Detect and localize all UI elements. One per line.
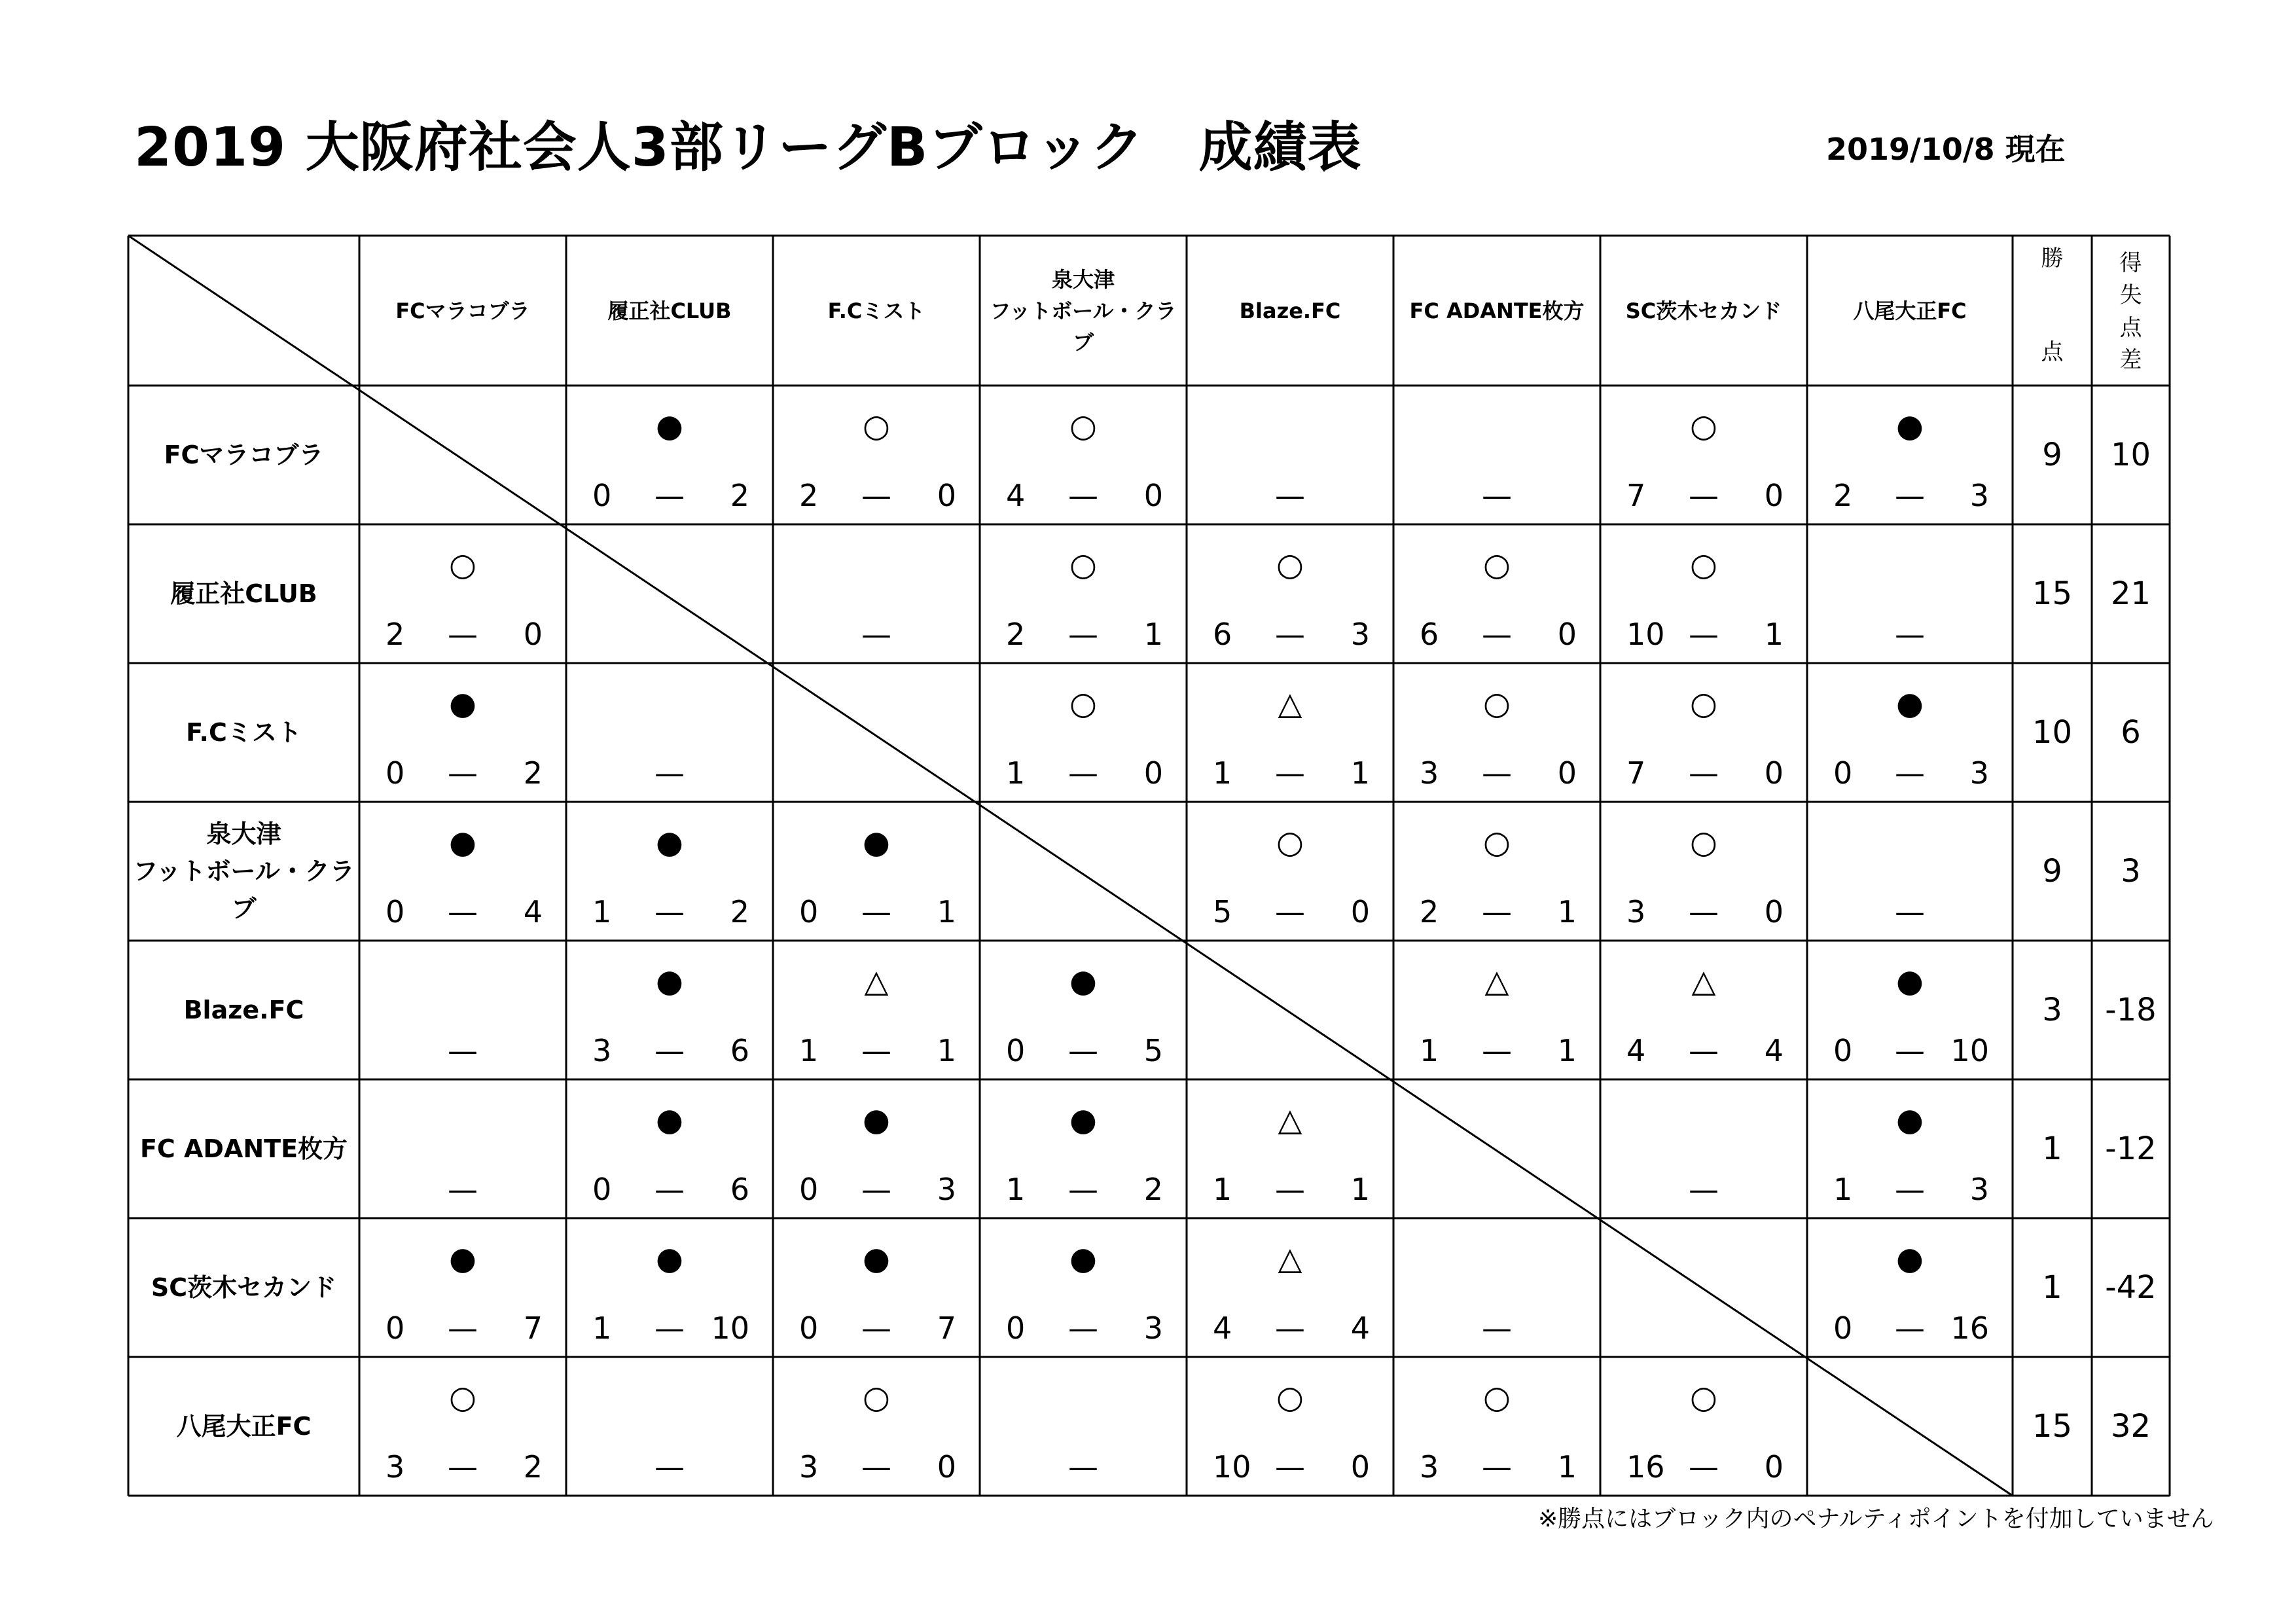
home-goals: 0	[1833, 1310, 1853, 1346]
goal-difference-header: 得 失 点 差	[2119, 250, 2142, 373]
score-dash: —	[1895, 1310, 1925, 1346]
home-goals: 1	[799, 1033, 819, 1068]
result-mark: ●	[656, 1240, 683, 1277]
score-dash: —	[1689, 617, 1719, 652]
footnote: ※勝点にはブロック内のペナルティポイントを付加していません	[1538, 1506, 2214, 1532]
home-goals: 0	[386, 894, 405, 929]
score-dash: —	[1275, 617, 1305, 652]
result-mark: ●	[1069, 963, 1097, 1000]
points-value: 3	[2042, 992, 2062, 1028]
as-of-date: 2019/10/8 現在	[1826, 132, 2066, 167]
home-goals: 0	[386, 1310, 405, 1346]
result-mark: △	[1484, 963, 1509, 1000]
column-header: F.Cミスト	[827, 298, 925, 323]
away-goals: 6	[730, 1033, 749, 1068]
away-goals: 2	[523, 755, 543, 791]
result-mark: ●	[1896, 685, 1924, 722]
result-mark: △	[1278, 1102, 1302, 1138]
home-goals: 4	[1213, 1310, 1232, 1346]
home-goals: 3	[1626, 894, 1646, 929]
home-goals: 0	[386, 755, 405, 791]
away-goals: 0	[1350, 1449, 1370, 1485]
home-goals: 7	[1626, 755, 1646, 791]
home-goals: 2	[1006, 617, 1026, 652]
home-goals: 2	[386, 617, 405, 652]
result-mark: ●	[656, 1102, 683, 1138]
result-mark: ●	[656, 824, 683, 861]
result-mark: ●	[449, 1240, 476, 1277]
away-goals: 10	[1950, 1033, 1989, 1068]
result-mark: ○	[1690, 685, 1717, 722]
goal-difference-value: -42	[2105, 1269, 2157, 1306]
score-dash: —	[1482, 478, 1512, 513]
result-mark: ○	[1483, 1379, 1511, 1416]
score-dash: —	[1689, 1033, 1719, 1068]
result-mark: ○	[1069, 547, 1097, 583]
home-goals: 1	[1420, 1033, 1439, 1068]
row-team-name: F.Cミスト	[186, 717, 302, 747]
result-mark: ●	[656, 408, 683, 444]
score-dash: —	[1895, 894, 1925, 929]
away-goals: 1	[937, 1033, 956, 1068]
away-goals: 3	[1350, 617, 1370, 652]
score-dash: —	[1482, 617, 1512, 652]
home-goals: 1	[1213, 1172, 1232, 1207]
goal-difference-value: 32	[2110, 1408, 2151, 1445]
home-goals: 16	[1626, 1449, 1665, 1485]
goal-difference-value: 21	[2110, 575, 2151, 612]
home-goals: 6	[1420, 617, 1439, 652]
home-goals: 1	[1006, 755, 1026, 791]
result-mark: ●	[449, 824, 476, 861]
home-goals: 3	[799, 1449, 819, 1485]
score-dash: —	[1068, 1449, 1098, 1485]
points-header: 勝 点	[2041, 245, 2064, 365]
score-dash: —	[1275, 478, 1305, 513]
away-goals: 6	[730, 1172, 749, 1207]
home-goals: 3	[1420, 1449, 1439, 1485]
goal-difference-value: 6	[2121, 714, 2141, 751]
points-value: 1	[2042, 1130, 2062, 1167]
away-goals: 4	[523, 894, 543, 929]
points-value: 15	[2032, 575, 2073, 612]
result-mark: ○	[1276, 547, 1304, 583]
score-dash: —	[861, 1172, 891, 1207]
score-dash: —	[655, 1310, 685, 1346]
score-dash: —	[1275, 1310, 1305, 1346]
away-goals: 0	[1143, 478, 1163, 513]
home-goals: 2	[799, 478, 819, 513]
home-goals: 2	[1833, 478, 1853, 513]
away-goals: 3	[1969, 478, 1989, 513]
home-goals: 3	[1420, 755, 1439, 791]
home-goals: 0	[1006, 1310, 1026, 1346]
score-dash: —	[448, 755, 478, 791]
row-team-name: 八尾大正FC	[176, 1411, 312, 1441]
home-goals: 10	[1213, 1449, 1251, 1485]
away-goals: 1	[1143, 617, 1163, 652]
result-mark: △	[1278, 685, 1302, 722]
away-goals: 0	[523, 617, 543, 652]
score-dash: —	[1275, 755, 1305, 791]
score-dash: —	[1689, 1449, 1719, 1485]
result-mark: ●	[1069, 1102, 1097, 1138]
score-dash: —	[1895, 617, 1925, 652]
score-dash: —	[1689, 894, 1719, 929]
result-mark: ○	[1483, 824, 1511, 861]
score-dash: —	[1275, 1172, 1305, 1207]
row-team-name: 履正社CLUB	[170, 579, 317, 608]
score-dash: —	[1068, 617, 1098, 652]
home-goals: 4	[1626, 1033, 1646, 1068]
score-dash: —	[1068, 1033, 1098, 1068]
score-dash: —	[1275, 894, 1305, 929]
away-goals: 0	[1557, 617, 1577, 652]
home-goals: 1	[1833, 1172, 1853, 1207]
score-dash: —	[1895, 755, 1925, 791]
score-dash: —	[448, 1033, 478, 1068]
away-goals: 1	[1557, 894, 1577, 929]
score-dash: —	[655, 894, 685, 929]
result-mark: ○	[449, 547, 476, 583]
result-mark: ○	[863, 1379, 890, 1416]
home-goals: 5	[1213, 894, 1232, 929]
home-goals: 1	[1213, 755, 1232, 791]
page-title: 2019 大阪府社会人3部リーグBブロック 成績表	[134, 117, 1362, 179]
away-goals: 4	[1350, 1310, 1370, 1346]
column-header: FCマラコブラ	[395, 298, 530, 323]
away-goals: 2	[523, 1449, 543, 1485]
home-goals: 0	[592, 478, 612, 513]
result-mark: ●	[1069, 1240, 1097, 1277]
row-team-name: SC茨木セカンド	[151, 1272, 337, 1302]
away-goals: 7	[937, 1310, 956, 1346]
row-team-name: Blaze.FC	[183, 995, 304, 1024]
result-mark: ●	[656, 963, 683, 1000]
result-mark: ●	[1896, 408, 1924, 444]
result-mark: ●	[863, 1240, 890, 1277]
home-goals: 0	[799, 1310, 819, 1346]
away-goals: 0	[1143, 755, 1163, 791]
score-dash: —	[861, 617, 891, 652]
away-goals: 1	[1557, 1033, 1577, 1068]
result-mark: ●	[1896, 1240, 1924, 1277]
away-goals: 2	[1143, 1172, 1163, 1207]
score-dash: —	[1068, 478, 1098, 513]
score-dash: —	[1689, 755, 1719, 791]
score-dash: —	[448, 894, 478, 929]
score-dash: —	[1895, 478, 1925, 513]
result-mark: ○	[1483, 547, 1511, 583]
row-team-name: FC ADANTE枚方	[139, 1134, 348, 1163]
away-goals: 1	[1764, 617, 1784, 652]
away-goals: 4	[1764, 1033, 1784, 1068]
result-mark: △	[1691, 963, 1716, 1000]
home-goals: 1	[592, 894, 612, 929]
score-dash: —	[1482, 1449, 1512, 1485]
score-dash: —	[1689, 478, 1719, 513]
points-value: 9	[2042, 853, 2062, 890]
result-mark: ●	[863, 1102, 890, 1138]
score-dash: —	[861, 1310, 891, 1346]
away-goals: 3	[1969, 1172, 1989, 1207]
result-mark: ●	[1896, 963, 1924, 1000]
goal-difference-value: 3	[2121, 853, 2141, 890]
away-goals: 1	[1350, 1172, 1370, 1207]
away-goals: 0	[1764, 478, 1784, 513]
result-mark: ●	[863, 824, 890, 861]
score-dash: —	[1689, 1172, 1719, 1207]
result-mark: ●	[1896, 1102, 1924, 1138]
score-dash: —	[861, 894, 891, 929]
home-goals: 4	[1006, 478, 1026, 513]
score-dash: —	[655, 755, 685, 791]
away-goals: 7	[523, 1310, 543, 1346]
points-value: 1	[2042, 1269, 2062, 1306]
away-goals: 10	[711, 1310, 749, 1346]
points-value: 10	[2032, 714, 2073, 751]
score-dash: —	[1895, 1172, 1925, 1207]
away-goals: 0	[1764, 1449, 1784, 1485]
score-dash: —	[448, 617, 478, 652]
goal-difference-value: -18	[2105, 992, 2157, 1028]
home-goals: 0	[1833, 1033, 1853, 1068]
away-goals: 0	[1764, 894, 1784, 929]
away-goals: 3	[1969, 755, 1989, 791]
away-goals: 1	[1557, 1449, 1577, 1485]
column-header: 履正社CLUB	[607, 298, 732, 323]
score-dash: —	[1275, 1449, 1305, 1485]
row-team-name: FCマラコブラ	[164, 440, 324, 469]
away-goals: 0	[1557, 755, 1577, 791]
away-goals: 0	[1350, 894, 1370, 929]
away-goals: 3	[937, 1172, 956, 1207]
score-dash: —	[1068, 755, 1098, 791]
home-goals: 0	[1006, 1033, 1026, 1068]
result-mark: ○	[1690, 547, 1717, 583]
away-goals: 2	[730, 478, 749, 513]
column-header: 八尾大正FC	[1853, 298, 1967, 323]
home-goals: 3	[592, 1033, 612, 1068]
home-goals: 1	[592, 1310, 612, 1346]
result-mark: ○	[1069, 408, 1097, 444]
away-goals: 1	[937, 894, 956, 929]
result-mark: ○	[1276, 1379, 1304, 1416]
score-dash: —	[1482, 1033, 1512, 1068]
goal-difference-value: -12	[2105, 1130, 2157, 1167]
result-mark: ●	[449, 685, 476, 722]
home-goals: 0	[799, 1172, 819, 1207]
score-dash: —	[1068, 1310, 1098, 1346]
result-mark: ○	[1690, 408, 1717, 444]
home-goals: 3	[386, 1449, 405, 1485]
result-mark: ○	[1276, 824, 1304, 861]
score-dash: —	[448, 1172, 478, 1207]
away-goals: 2	[730, 894, 749, 929]
result-mark: △	[864, 963, 889, 1000]
score-dash: —	[1895, 1033, 1925, 1068]
score-dash: —	[655, 478, 685, 513]
points-value: 15	[2032, 1408, 2073, 1445]
column-header: 泉大津 フットボール・クラブ	[990, 266, 1177, 355]
result-mark: ○	[863, 408, 890, 444]
row-team-name: 泉大津 フットボール・クラブ	[133, 819, 355, 923]
home-goals: 10	[1626, 617, 1665, 652]
score-dash: —	[1482, 755, 1512, 791]
result-mark: ○	[1483, 685, 1511, 722]
score-dash: —	[655, 1033, 685, 1068]
goal-difference-value: 10	[2110, 437, 2151, 473]
score-dash: —	[861, 478, 891, 513]
diagonal-line	[128, 236, 2013, 1496]
points-value: 9	[2042, 437, 2062, 473]
away-goals: 0	[937, 1449, 956, 1485]
column-header: FC ADANTE枚方	[1409, 298, 1585, 323]
score-dash: —	[1068, 1172, 1098, 1207]
home-goals: 7	[1626, 478, 1646, 513]
score-dash: —	[861, 1033, 891, 1068]
score-dash: —	[861, 1449, 891, 1485]
score-dash: —	[448, 1310, 478, 1346]
result-mark: ○	[1690, 824, 1717, 861]
away-goals: 0	[937, 478, 956, 513]
result-mark: ○	[449, 1379, 476, 1416]
home-goals: 2	[1420, 894, 1439, 929]
home-goals: 0	[799, 894, 819, 929]
home-goals: 0	[592, 1172, 612, 1207]
score-dash: —	[448, 1449, 478, 1485]
column-header: SC茨木セカンド	[1625, 298, 1782, 323]
away-goals: 5	[1143, 1033, 1163, 1068]
score-dash: —	[655, 1449, 685, 1485]
column-header: Blaze.FC	[1239, 298, 1341, 323]
result-mark: ○	[1069, 685, 1097, 722]
result-mark: △	[1278, 1240, 1302, 1277]
home-goals: 0	[1833, 755, 1853, 791]
away-goals: 1	[1350, 755, 1370, 791]
score-dash: —	[655, 1172, 685, 1207]
away-goals: 3	[1143, 1310, 1163, 1346]
away-goals: 0	[1764, 755, 1784, 791]
home-goals: 1	[1006, 1172, 1026, 1207]
result-mark: ○	[1690, 1379, 1717, 1416]
score-dash: —	[1482, 1310, 1512, 1346]
away-goals: 16	[1950, 1310, 1989, 1346]
score-dash: —	[1482, 894, 1512, 929]
home-goals: 6	[1213, 617, 1232, 652]
